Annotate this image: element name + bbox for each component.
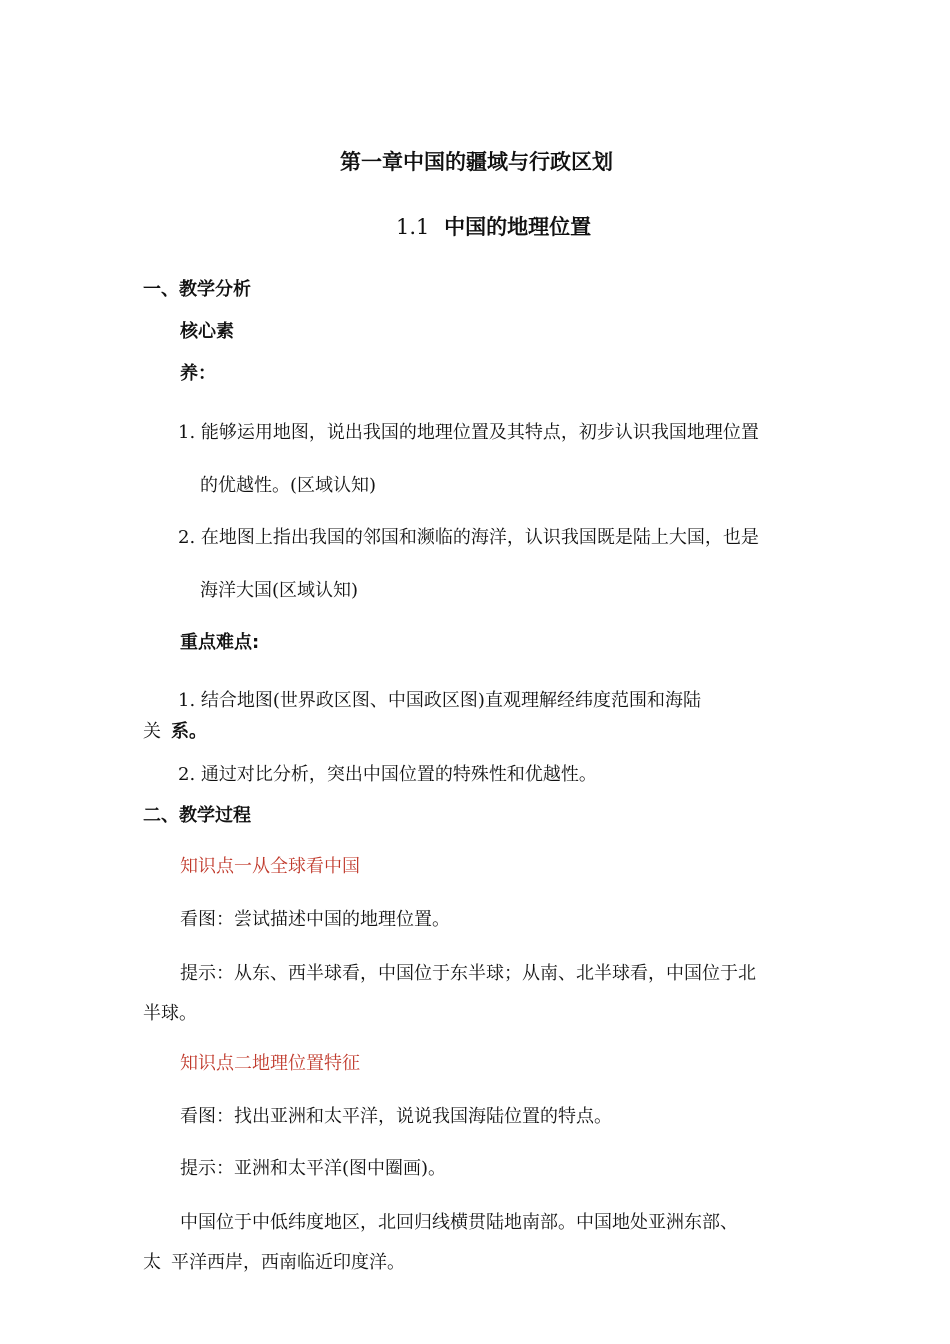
- core-item-1-line-1: 1. 能够运用地图，说出我国的地理位置及其特点，初步认识我国地理位置: [178, 422, 759, 443]
- kp2-look-figure: 看图：找出亚洲和太平洋，说说我国海陆位置的特点。: [180, 1106, 612, 1127]
- core-literacy-label-2: 养：: [180, 363, 216, 384]
- section-number: 1.1: [396, 215, 430, 239]
- kp1-look-figure: 看图：尝试描述中国的地理位置。: [180, 909, 450, 930]
- heading-teaching-process: 二、教学过程: [143, 805, 251, 826]
- heading-teaching-analysis: 一、教学分析: [143, 279, 251, 300]
- kp2-hint: 提示：亚洲和太平洋(图中圈画)。: [180, 1158, 447, 1179]
- core-item-1-line-2: 的优越性。(区域认知): [200, 475, 377, 496]
- core-item-2-line-2: 海洋大国(区域认知): [200, 580, 359, 601]
- key-points-label: 重点难点:: [180, 632, 260, 653]
- key-item-1-line-2a: 关: [143, 721, 161, 742]
- kp1-hint-line-1: 提示：从东、西半球看，中国位于东半球；从南、北半球看，中国位于北: [180, 963, 756, 984]
- section-title: 中国的地理位置: [444, 215, 592, 239]
- paragraph-line-2b: 平洋西岸，西南临近印度洋。: [171, 1252, 405, 1273]
- knowledge-point-2: 知识点二地理位置特征: [180, 1053, 360, 1074]
- knowledge-point-1: 知识点一从全球看中国: [180, 856, 360, 877]
- key-item-1-line-2b: 系。: [171, 721, 207, 742]
- paragraph-line-2: [143, 1251, 405, 1275]
- core-item-2-line-1: 2. 在地图上指出我国的邻国和濒临的海洋，认识我国既是陆上大国，也是: [178, 527, 759, 548]
- kp1-hint-line-2: 半球。: [143, 1003, 197, 1024]
- key-item-1-line-2: [143, 720, 207, 744]
- section-heading: [396, 215, 591, 239]
- key-item-2: 2. 通过对比分析，突出中国位置的特殊性和优越性。: [178, 764, 597, 785]
- key-item-1-line-1: 1. 结合地图(世界政区图、中国政区图)直观理解经纬度范围和海陆: [178, 690, 701, 711]
- core-literacy-label-1: 核心素: [180, 321, 234, 342]
- paragraph-line-1: 中国位于中低纬度地区，北回归线横贯陆地南部。中国地处亚洲东部、: [180, 1212, 738, 1233]
- chapter-title: 第一章中国的疆域与行政区划: [340, 150, 613, 174]
- paragraph-line-2a: 太: [143, 1252, 161, 1273]
